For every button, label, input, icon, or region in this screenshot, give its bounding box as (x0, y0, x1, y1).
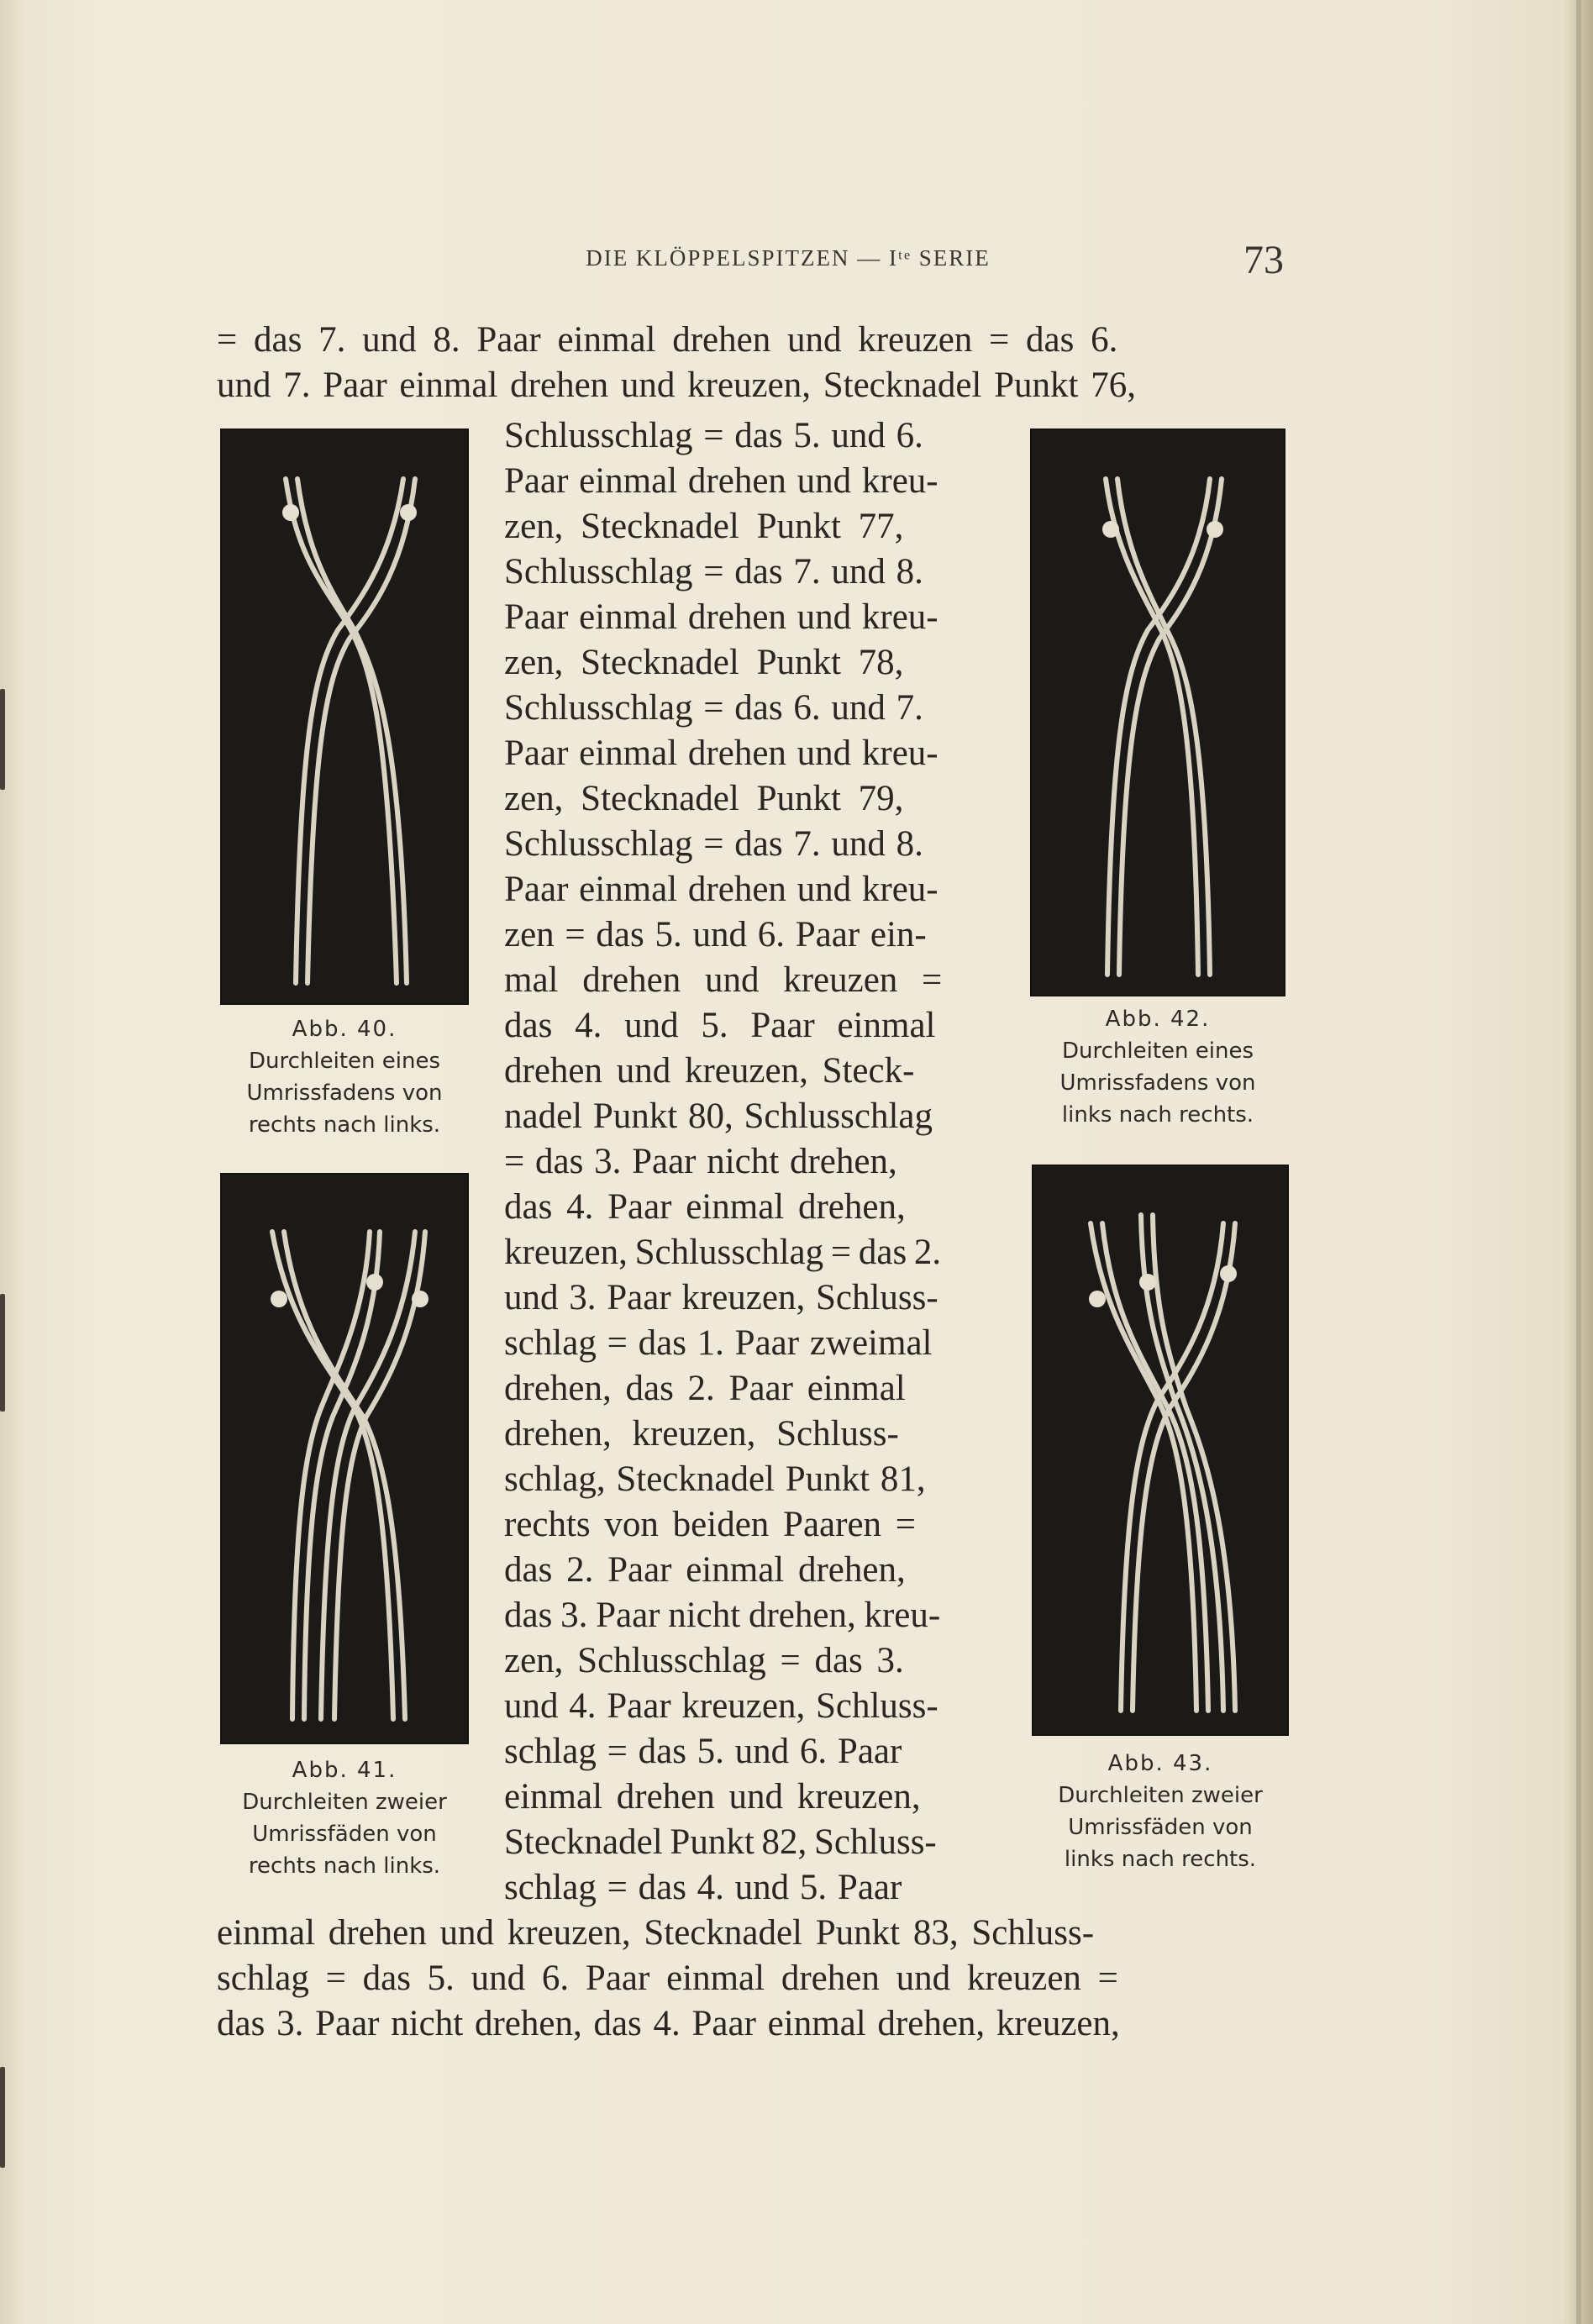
body-line: rechts von beiden Paaren = (504, 1505, 917, 1544)
body-line: und 4. Paar kreuzen, Schluss- (504, 1686, 938, 1726)
page-number: 73 (1243, 238, 1284, 282)
caption-line: Durchleiten eines (248, 1049, 440, 1074)
binding-mark (0, 1294, 5, 1412)
body-line: drehen, kreuzen, Schluss- (504, 1414, 899, 1454)
figure-abb-43-photo (1032, 1165, 1289, 1736)
body-line: das 4. und 5. Paar einmal (504, 1006, 936, 1045)
body-line: das 3. Paar nicht drehen, kreu- (504, 1596, 941, 1635)
figure-number: Abb. 43. (1107, 1751, 1213, 1776)
figure-abb-40-photo (220, 429, 469, 1005)
figure-abb-43-caption (1023, 1748, 1297, 1875)
body-line: kreuzen, Schlusschlag = das 2. (504, 1233, 942, 1272)
caption-line: Durchleiten zweier (1058, 1783, 1263, 1808)
body-line: schlag = das 5. und 6. Paar (504, 1732, 902, 1771)
running-head: DIE KLÖPPELSPITZEN — Iᵗᵉ SERIE (586, 245, 991, 271)
body-line: = das 3. Paar nicht drehen, (504, 1142, 897, 1181)
body-line: das 2. Paar einmal drehen, (504, 1550, 906, 1590)
body-line: = das 7. und 8. Paar einmal drehen und kreuzen = das 6. (217, 320, 1118, 360)
caption-line: links nach rechts. (1064, 1847, 1257, 1872)
body-line: schlag, Stecknadel Punkt 81, (504, 1459, 926, 1499)
body-line: Schlusschlag = das 5. und 6. (504, 416, 923, 455)
figure-abb-42-photo (1030, 429, 1285, 996)
body-line: schlag = das 4. und 5. Paar (504, 1868, 902, 1907)
caption-line: Durchleiten zweier (242, 1790, 447, 1815)
caption-line: Umrissfäden von (252, 1822, 437, 1847)
body-line: drehen und kreuzen, Steck- (504, 1051, 915, 1091)
body-line: das 4. Paar einmal drehen, (504, 1187, 906, 1227)
body-line: zen, Schlusschlag = das 3. (504, 1641, 904, 1680)
spine-edge (1576, 0, 1581, 2324)
figure-abb-41-photo (220, 1173, 469, 1744)
body-line: Paar einmal drehen und kreu- (504, 870, 938, 909)
caption-line: Umrissfäden von (1068, 1815, 1253, 1840)
body-line: Paar einmal drehen und kreu- (504, 597, 938, 637)
body-line: zen, Stecknadel Punkt 77, (504, 507, 904, 546)
body-line: das 3. Paar nicht drehen, das 4. Paar einmal drehen, kreuzen, (217, 2004, 1120, 2043)
body-line: einmal drehen und kreuzen, (504, 1777, 921, 1817)
caption-line: links nach rechts. (1061, 1102, 1254, 1128)
body-line: und 7. Paar einmal drehen und kreuzen, Stecknadel Punkt 76, (217, 365, 1136, 405)
body-line: Stecknadel Punkt 82, Schluss- (504, 1822, 937, 1862)
body-line: mal drehen und kreuzen = (504, 960, 943, 1000)
binding-mark (0, 689, 5, 790)
figure-abb-40-caption (217, 1013, 472, 1141)
figure-number: Abb. 41. (292, 1758, 397, 1783)
body-line: einmal drehen und kreuzen, Stecknadel Punkt 83, Schluss- (217, 1913, 1095, 1953)
figure-number: Abb. 42. (1105, 1007, 1211, 1032)
body-line: Paar einmal drehen und kreu- (504, 461, 938, 501)
body-line: nadel Punkt 80, Schlusschlag (504, 1096, 933, 1136)
binding-mark (0, 2067, 5, 2168)
body-line: zen, Stecknadel Punkt 78, (504, 643, 904, 682)
body-line: Paar einmal drehen und kreu- (504, 733, 938, 773)
body-line: zen = das 5. und 6. Paar ein- (504, 915, 927, 954)
body-line: Schlusschlag = das 7. und 8. (504, 824, 923, 864)
body-line: schlag = das 1. Paar zweimal (504, 1323, 933, 1363)
caption-line: rechts nach links. (248, 1112, 441, 1138)
body-line: und 3. Paar kreuzen, Schluss- (504, 1278, 938, 1317)
caption-line: rechts nach links. (248, 1853, 441, 1879)
figure-abb-41-caption (210, 1754, 479, 1882)
caption-line: Umrissfadens von (246, 1081, 443, 1106)
figure-number: Abb. 40. (292, 1017, 397, 1042)
body-line: drehen, das 2. Paar einmal (504, 1369, 906, 1408)
body-line: schlag = das 5. und 6. Paar einmal drehen und kreuzen = (217, 1959, 1118, 1998)
caption-line: Durchleiten eines (1061, 1038, 1254, 1064)
body-line: Schlusschlag = das 6. und 7. (504, 688, 923, 728)
body-line: Schlusschlag = das 7. und 8. (504, 552, 923, 592)
caption-line: Umrissfadens von (1059, 1070, 1256, 1096)
body-line: zen, Stecknadel Punkt 79, (504, 779, 904, 818)
figure-abb-42-caption (1027, 1003, 1289, 1131)
